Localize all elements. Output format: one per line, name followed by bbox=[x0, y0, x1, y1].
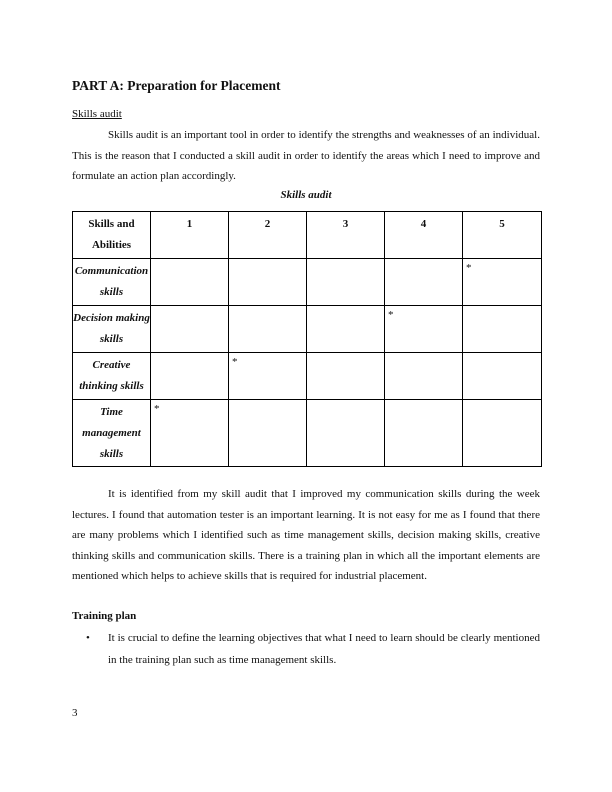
body-paragraph: It is identified from my skill audit that I improved my communication skills during the week lectures. I found that automation tester is an important learning. It is not easy for me as I found that there are many problems which I identified such as time management skills, decision making skills, creative thinking skills and communication skills. There is a training plan in which all the important elements are mentioned which helps to achieve skills that is required for industrial placement. bbox=[72, 488, 540, 583]
row-label-decision-making: Decision making skills bbox=[73, 306, 151, 353]
table-header-row bbox=[73, 212, 542, 259]
table-cell bbox=[151, 259, 229, 306]
header-col-3: 3 bbox=[307, 212, 385, 259]
page-heading: PART A: Preparation for Placement bbox=[72, 78, 281, 93]
row-label-creative-thinking: Creative thinking skills bbox=[73, 353, 151, 400]
table-cell bbox=[463, 400, 542, 467]
table-cell bbox=[385, 400, 463, 467]
intro-paragraph: Skills audit is an important tool in order to identify the strengths and weaknesses of an individual. This is the reason that I conducted a skill audit in order to identify the areas which I need to improve and formulate an action plan accordingly. bbox=[72, 129, 540, 183]
section-subheading: Skills audit bbox=[72, 108, 122, 120]
header-col-4: 4 bbox=[385, 212, 463, 259]
row-label-communication: Communication skills bbox=[73, 259, 151, 306]
table-caption: Skills audit bbox=[280, 189, 332, 201]
table-cell bbox=[385, 353, 463, 400]
table-cell bbox=[463, 353, 542, 400]
table-row bbox=[73, 306, 542, 353]
table-row bbox=[73, 353, 542, 400]
table-row bbox=[73, 400, 542, 467]
table-cell bbox=[229, 259, 307, 306]
header-col-1: 1 bbox=[151, 212, 229, 259]
table-row bbox=[73, 259, 542, 306]
table-cell: * bbox=[229, 353, 307, 400]
table-cell: * bbox=[151, 400, 229, 467]
table-cell bbox=[307, 353, 385, 400]
training-plan-heading: Training plan bbox=[72, 610, 137, 622]
header-col-2: 2 bbox=[229, 212, 307, 259]
skills-audit-table bbox=[72, 211, 542, 467]
table-cell bbox=[385, 259, 463, 306]
table-cell bbox=[307, 306, 385, 353]
table-cell bbox=[151, 306, 229, 353]
header-skills-abilities: Skills and Abilities bbox=[73, 212, 151, 259]
bullet-icon: • bbox=[86, 632, 90, 644]
table-cell: * bbox=[385, 306, 463, 353]
table-cell bbox=[151, 353, 229, 400]
list-item: It is crucial to define the learning objectives that what I need to learn should be clearly mentioned in the training plan such as time management skills. bbox=[108, 632, 540, 666]
page-number: 3 bbox=[72, 707, 78, 719]
row-label-time-management: Time management skills bbox=[73, 400, 151, 467]
table-cell bbox=[307, 259, 385, 306]
table-cell bbox=[307, 400, 385, 467]
header-col-5: 5 bbox=[463, 212, 542, 259]
table-cell: * bbox=[463, 259, 542, 306]
table-cell bbox=[463, 306, 542, 353]
table-cell bbox=[229, 306, 307, 353]
table-cell bbox=[229, 400, 307, 467]
